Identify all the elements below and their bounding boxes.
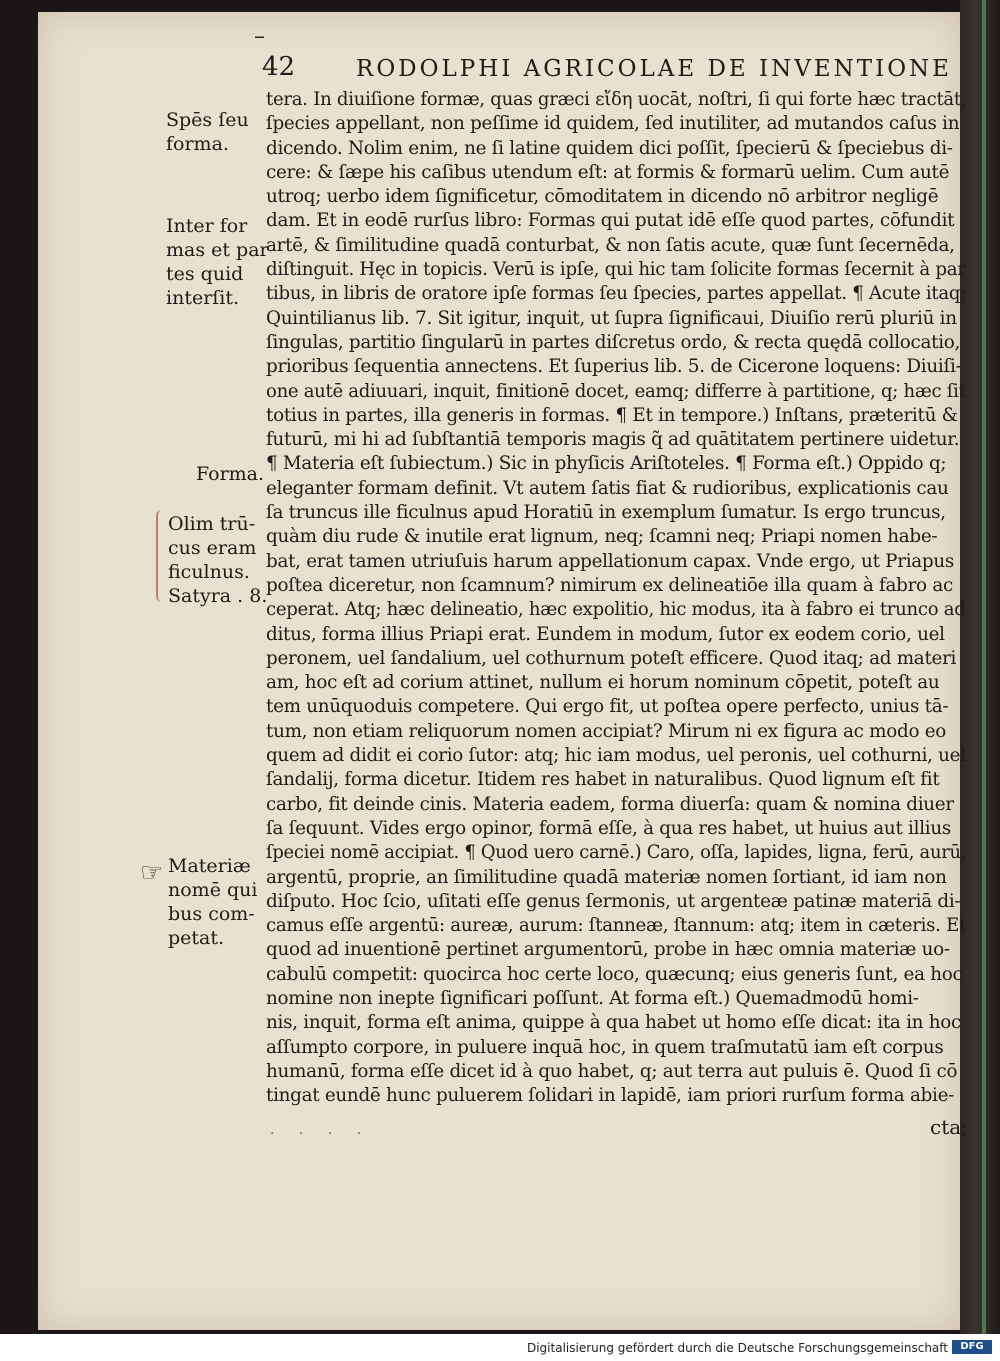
text-line: nis, inquit, forma eſt anima, quippe à qua habet ut homo eſſe dicat: ita in hoc [266,1012,961,1034]
margin-note-line: bus com- [168,903,255,925]
text-line: one autē adiuuari, inquit, finitionē docet, eamq; differre à partitione, q; hæc ſit [266,380,966,402]
text-line: quem ad didit ei corio ſutor: atq; hic iam modus, uel peronis, uel cothurni, uel [266,745,966,767]
text-line: bat, erat tamen utriuſuis harum appellationum capax. Vnde ergo, ut Priapus [266,550,954,572]
text-line: ſa ſequunt. Vides ergo opinor, formā eſſe, à qua res habet, ut huius aut illius [266,817,951,839]
text-line: cere: & ſæpe his caſibus utendum eſt: at formis & formarū uelim. Cum autē [266,161,950,183]
text-line: ſa truncus ille ficulnus apud Horatiū in exemplum ſumatur. Is ergo truncus, [266,502,946,524]
page-number: 42 [262,52,296,82]
text-line: quàm diu rude & inutile erat lignum, neq; ſcamni neq; Priapi nomen habe- [266,526,938,548]
text-line: totius in partes, illa generis in formas. ¶ Et in tempore.) Inſtans, præteritū & [266,404,958,426]
text-line: ceperat. Atq; hæc delineatio, hæc expolitio, hic modus, ita à fabro ei trunco ad [266,599,966,621]
text-line: quod ad inuentionē pertinet argumentorū, probe in hæc omnia materiæ uo- [266,939,950,961]
margin-note-inter-formas [166,214,269,310]
margin-note-line: mas et par [166,239,269,261]
text-line: diſputo. Hoc ſcio, uſitati eſſe genus ſermonis, ut argenteæ patinæ materiā di- [266,890,961,912]
margin-note-line: forma. [166,133,229,155]
margin-note-line: Inter for [166,215,248,237]
text-line: tera. In diuiſione formæ, quas græci εἴδη uocāt, noſtri, ſi qui forte hæc tractāt, [266,89,967,110]
margin-note-line: Olim trū- [168,513,256,535]
margin-note-line: tes quid [166,263,244,285]
text-line: tibus, in libris de oratore ipſe formas ſeu ſpecies, partes appellat. ¶ Acute itaq; [266,283,967,305]
margin-note-line: petat. [168,927,225,949]
top-dash-mark: – [254,24,265,49]
margin-note-line: ficulnus. [168,561,250,583]
margin-note-line: Spēs ſeu [166,109,249,131]
margin-note-line: Satyra . 8. [168,585,268,607]
margin-note-olim [168,512,267,608]
binding-edge [982,0,986,1334]
text-line: aſſumpto corpore, in puluere inquā hoc, in quem traſmutatū iam eſt corpus [266,1036,944,1058]
text-line: nomine non inepte ſignificari poſſunt. At forma eſt.) Quemadmodū homi- [266,987,919,1009]
running-head: RODOLPHI AGRICOLAE DE INVENTIONE [356,56,952,82]
margin-note-forma [196,462,264,486]
margin-note-line: cus eram [168,537,257,559]
text-line: ſandalij, forma dicetur. Itidem res habet in naturalibus. Quod lignum eſt fit [266,769,940,791]
text-line: diſtinguit. Hęc in topicis. Verū is ipſe, qui hic tam ſolicite formas ſecernit à par [266,259,966,281]
text-line: cabulū competit: quocirca hoc certe loco, quæcunq; eius generis ſunt, ea hoc [266,963,963,985]
text-line: am, hoc eſt ad corium attinet, nullum ei horum nominum cōpetit, poteſt au [266,672,940,694]
text-line: dam. Et in eodē rurſus libro: Formas qui putat idē eſſe quod partes, cōfundit [266,210,955,232]
text-line: argentū, proprie, an ſimilitudine quadā materiæ nomen ſortiant, id iam non [266,866,947,888]
text-line: ſpeciei nomē accipiat. ¶ Quod uero carnē.) Caro, oſſa, lapides, ligna, ferū, aurū, [266,842,967,864]
text-line: tum, non etiam reliquorum nomen accipiat? Mirum ni ex figura ac modo eo [266,720,947,742]
text-line: ſingulas, partitio ſingularū in partes diſcretus ordo, & recta quędā collocatio, [266,331,961,353]
text-line: eleganter formam definit. Vt autem ſatis fiat & rudioribus, explicationis cau [266,477,949,499]
margin-note-line: interſit. [166,287,240,309]
text-line: ſpecies appellant, non peſſime id quidem, ſed inutiliter, ad mutandos caſus in [266,113,960,135]
text-line: poſtea diceretur, non ſcamnum? nimirum ex delineatiōe illa quam à fabro ac [266,574,953,596]
text-line: tem unūquoduis competere. Qui ergo fit, ut poſtea opere perfecto, unius tā- [266,696,949,718]
text-line: futurū, mi hi ad ſubſtantiā temporis magis q̃ ad quātitatem pertinere uidetur. [266,429,960,451]
margin-note-line: Materiæ [168,855,251,877]
text-line: tingat eundē hunc puluerem ſolidari in lapidē, iam priori rurſum forma abie- [266,1085,955,1107]
text-line: carbo, fit deinde cinis. Materia eadem, forma diuerſa: quam & nomina diuer [266,793,954,815]
margin-note-materiae [168,854,257,950]
text-line: dicendo. Nolim enim, ne ſi latine quidem dici poſſit, ſpecierū & ſpeciebus di- [266,137,953,159]
main-text-block [266,88,972,1108]
text-line: prioribus ſequentia annectens. Et ſuperius lib. 5. de Cicerone loquens: Diuiſi- [266,356,962,378]
text-line: utroq; uerbo idem ſignificetur, cōmoditatem in dicendo nō arbitror negligē [266,186,939,208]
text-line: ¶ Materia eſt ſubiectum.) Sic in phyſicis Ariſtoteles. ¶ Forma eſt.) Oppido q; [266,453,947,475]
catchword: cta; [930,1115,968,1139]
manicule-icon: ☞ [140,858,164,888]
text-line: humanū, forma eſſe dicet id à quo habet, q; aut terra aut puluis ē. Quod ſi cō [266,1060,958,1082]
ink-bracket-mark [156,510,168,602]
text-line: ditus, forma illius Priapi erat. Eundem in modum, ſutor ex eodem corio, uel [266,623,945,645]
margin-note-line: nomē qui [168,879,258,901]
margin-note-spes [166,108,249,156]
text-line: camus eſſe argentū: aureæ, aurum: ſtanneæ, ſtannum: atq; item in cæteris. Et [266,915,967,937]
dfg-logo: DFG [952,1340,992,1354]
text-line: Quintilianus lib. 7. Sit igitur, inquit, ut ſupra ſignificaui, Diuiſio rerū pluriū in [266,307,957,329]
funding-credit: Digitalisierung gefördert durch die Deutsche Forschungsgemeinschaft [526,1341,948,1355]
margin-note-line: Forma. [196,463,265,485]
stray-ink-marks: · · · · [270,1126,372,1142]
text-line: artē, & ſimilitudine quadā conturbat, & non ſatis acute, quæ ſunt ſecernēda, [266,234,955,256]
text-line: peronem, uel ſandalium, uel cothurnum poteſt efficere. Quod itaq; ad materi [266,647,957,669]
